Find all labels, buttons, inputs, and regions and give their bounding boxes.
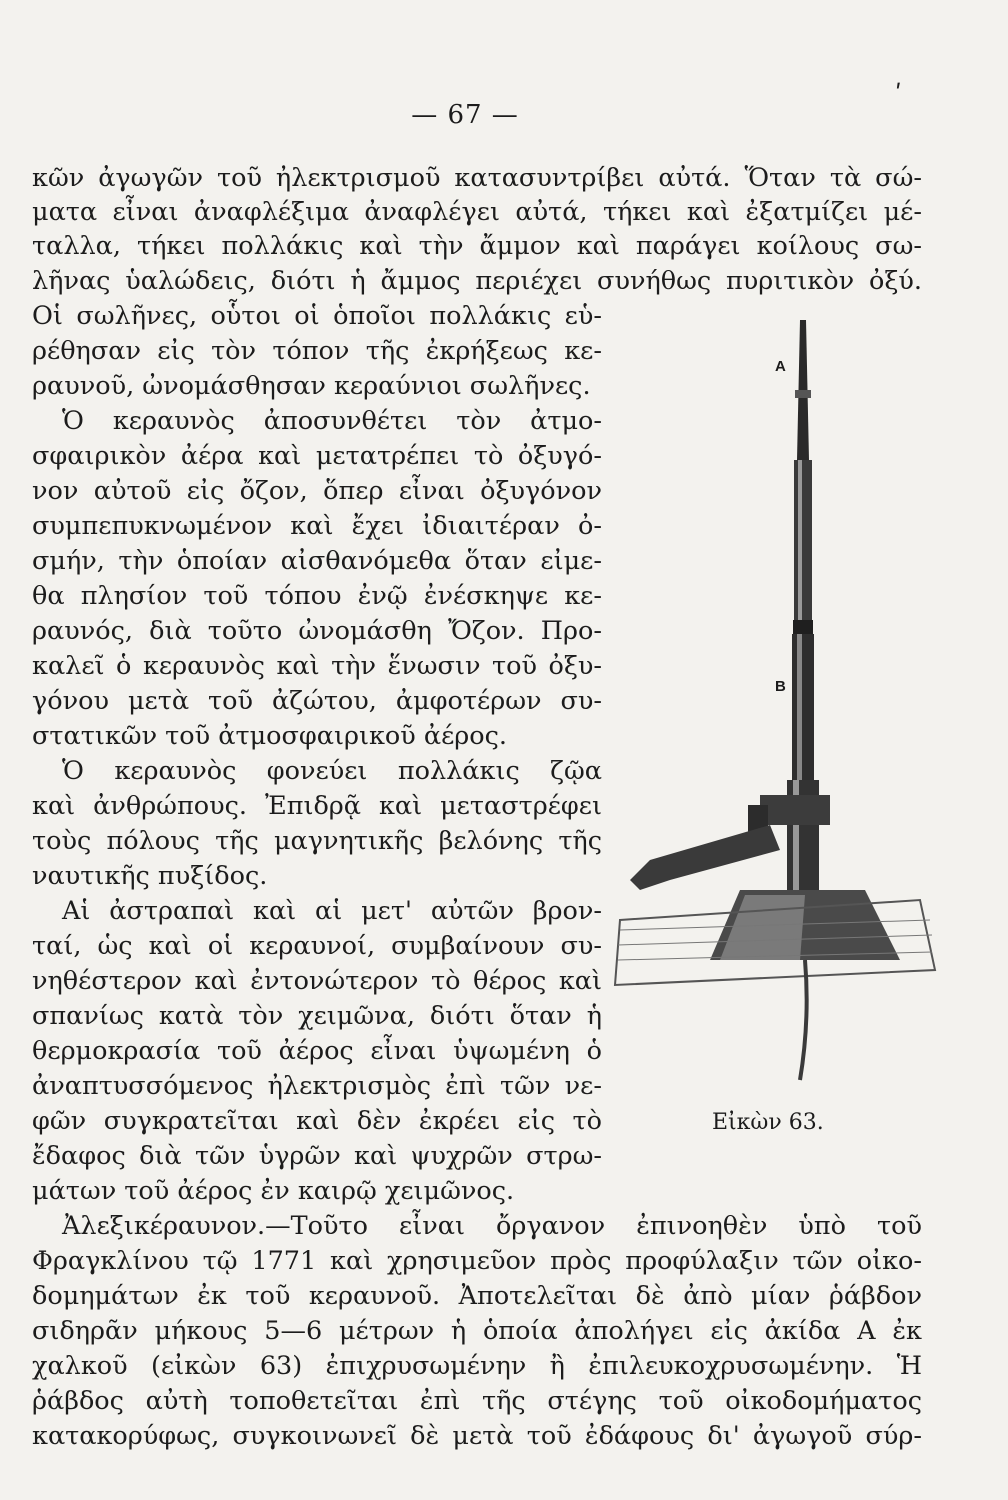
text-line: ταί, ὡς καὶ οἱ κεραυνοί, συμβαίνουν συ-: [32, 931, 602, 961]
text-line: γόνου μετὰ τοῦ ἀζώτου, ἀμφοτέρων συ-: [32, 686, 602, 716]
rod-upper-highlight: [798, 460, 802, 630]
text-line: μάτων τοῦ ἀέρος ἐν καιρῷ χειμῶνος.: [32, 1176, 515, 1206]
text-line: δομημάτων ἐκ τοῦ κεραυνοῦ. Ἀποτελεῖται δὲ ἀπὸ μίαν ῥάβδον: [32, 1281, 922, 1311]
text-line: Φραγκλίνου τῷ 1771 καὶ χρησιμεῦον πρὸς προφύλαξιν τῶν οἰκο-: [32, 1246, 922, 1276]
text-line: σιδηρᾶν μήκους 5—6 μέτρων ἡ ὁποία ἀπολήγει εἰς ἀκίδα Α ἐκ: [32, 1316, 922, 1346]
label-b: B: [775, 678, 786, 695]
text-line: Ὁ κεραυνὸς ἀποσυνθέτει τὸν ἀτμο-: [62, 406, 602, 436]
text-line: φῶν συγκρατεῖται καὶ δὲν ἐκρέει εἰς τὸ: [32, 1106, 602, 1136]
text-line: θα πλησίον τοῦ τόπου ἐνῷ ἐνέσκηψε κε-: [32, 581, 602, 611]
text-line: ῥάβδος αὐτὴ τοποθετεῖται ἐπὶ τῆς στέγης τοῦ οἰκοδομήματος: [32, 1386, 922, 1416]
text-line: συμπεπυκνωμένον καὶ ἔχει ἰδιαιτέραν ὀ-: [32, 511, 602, 541]
text-line: σφαιρικὸν ἀέρα καὶ μετατρέπει τὸ ὀξυγό-: [32, 441, 602, 471]
section-heading-line: Ἀλεξικέραυνον.—Τοῦτο εἶναι ὄργανον ἐπινοηθὲν ὑπὸ τοῦ: [62, 1211, 922, 1241]
rod-lower-highlight: [797, 634, 802, 784]
figure-caption: Εἰκὼν 63.: [712, 1110, 824, 1135]
text-line: ταλλα, τήκει πολλάκις καὶ τὴν ἄμμον καὶ παράγει κοίλους σω-: [32, 231, 922, 261]
text-line: σπανίως κατὰ τὸν χειμῶνα, διότι ὅταν ἡ: [32, 1001, 602, 1031]
rod-upper: [794, 460, 812, 630]
ground-cable: [800, 960, 807, 1080]
tip-collar: [795, 390, 811, 398]
text-line: ματα εἶναι ἀναφλέξιμα ἀναφλέγει αὐτά, τήκει καὶ ἐξατμίζει μέ-: [32, 197, 922, 227]
text-line: ἀναπτυσσόμενος ἠλεκτρισμὸς ἐπὶ τῶν νε-: [32, 1071, 602, 1101]
corner-mark: ʹ: [895, 80, 902, 108]
text-line: Οἱ σωλῆνες, οὗτοι οἱ ὁποῖοι πολλάκις εὑ-: [32, 301, 602, 331]
text-line: ραυνός, διὰ τοῦτο ὠνομάσθη Ὄζον. Προ-: [32, 616, 602, 646]
text-line: ναυτικῆς πυξίδος.: [32, 861, 268, 891]
text-line: Ὁ κεραυνὸς φονεύει πολλάκις ζῷα: [62, 756, 602, 786]
text-line: χαλκοῦ (εἰκὼν 63) ἐπιχρυσωμένην ἢ ἐπιλευκοχρυσωμένην. Ἡ: [32, 1351, 922, 1381]
page-number: — 67 —: [411, 100, 519, 130]
text-line: νηθέστερον καὶ ἐντονώτερον τὸ θέρος καὶ: [32, 966, 602, 996]
text-line: θερμοκρασία τοῦ ἀέρος εἶναι ὑψωμένη ὁ: [32, 1036, 602, 1066]
lightning-rod-figure: [610, 320, 940, 1100]
lightning-rod-illustration: [610, 320, 940, 1100]
text-line: ραυνοῦ, ὠνομάσθησαν κεραύνιοι σωλῆνες.: [32, 371, 591, 401]
text-line: νον αὐτοῦ εἰς ὄζον, ὅπερ εἶναι ὀξυγόνον: [32, 476, 602, 506]
text-line: λῆνας ὑαλώδεις, διότι ἡ ἄμμος περιέχει συνήθως πυριτικὸν ὀξύ.: [32, 266, 922, 296]
flashing-highlight: [720, 895, 805, 960]
text-line: κῶν ἀγωγῶν τοῦ ἠλεκτρισμοῦ κατασυντρίβει αὐτά. Ὅταν τὰ σώ-: [32, 163, 922, 193]
text-line: στατικῶν τοῦ ἀτμοσφαιρικοῦ ἀέρος.: [32, 721, 508, 751]
rod-clamp: [760, 795, 830, 825]
text-line: καλεῖ ὁ κεραυνὸς καὶ τὴν ἕνωσιν τοῦ ὀξυ-: [32, 651, 602, 681]
text-line: ἔδαφος διὰ τῶν ὑγρῶν καὶ ψυχρῶν στρω-: [32, 1141, 602, 1171]
text-line: τοὺς πόλους τῆς μαγνητικῆς βελόνης τῆς: [32, 826, 602, 856]
rod-lower: [792, 634, 814, 784]
text-line: καὶ ἀνθρώπους. Ἐπιδρᾷ καὶ μεταστρέφει: [32, 791, 602, 821]
bracket-arm: [630, 825, 780, 890]
rod-joint: [793, 620, 813, 634]
label-a: A: [775, 358, 786, 375]
text-line: σμήν, τὴν ὁποίαν αἰσθανόμεθα ὅταν εἰμε-: [32, 546, 602, 576]
text-line: Αἱ ἀστραπαὶ καὶ αἱ μετ' αὐτῶν βρον-: [62, 896, 602, 926]
text-line: ρέθησαν εἰς τὸν τόπον τῆς ἐκρήξεως κε-: [32, 336, 602, 366]
text-line: κατακορύφως, συγκοινωνεῖ δὲ μετὰ τοῦ ἐδάφους δι' ἀγωγοῦ σύρ-: [32, 1421, 922, 1451]
